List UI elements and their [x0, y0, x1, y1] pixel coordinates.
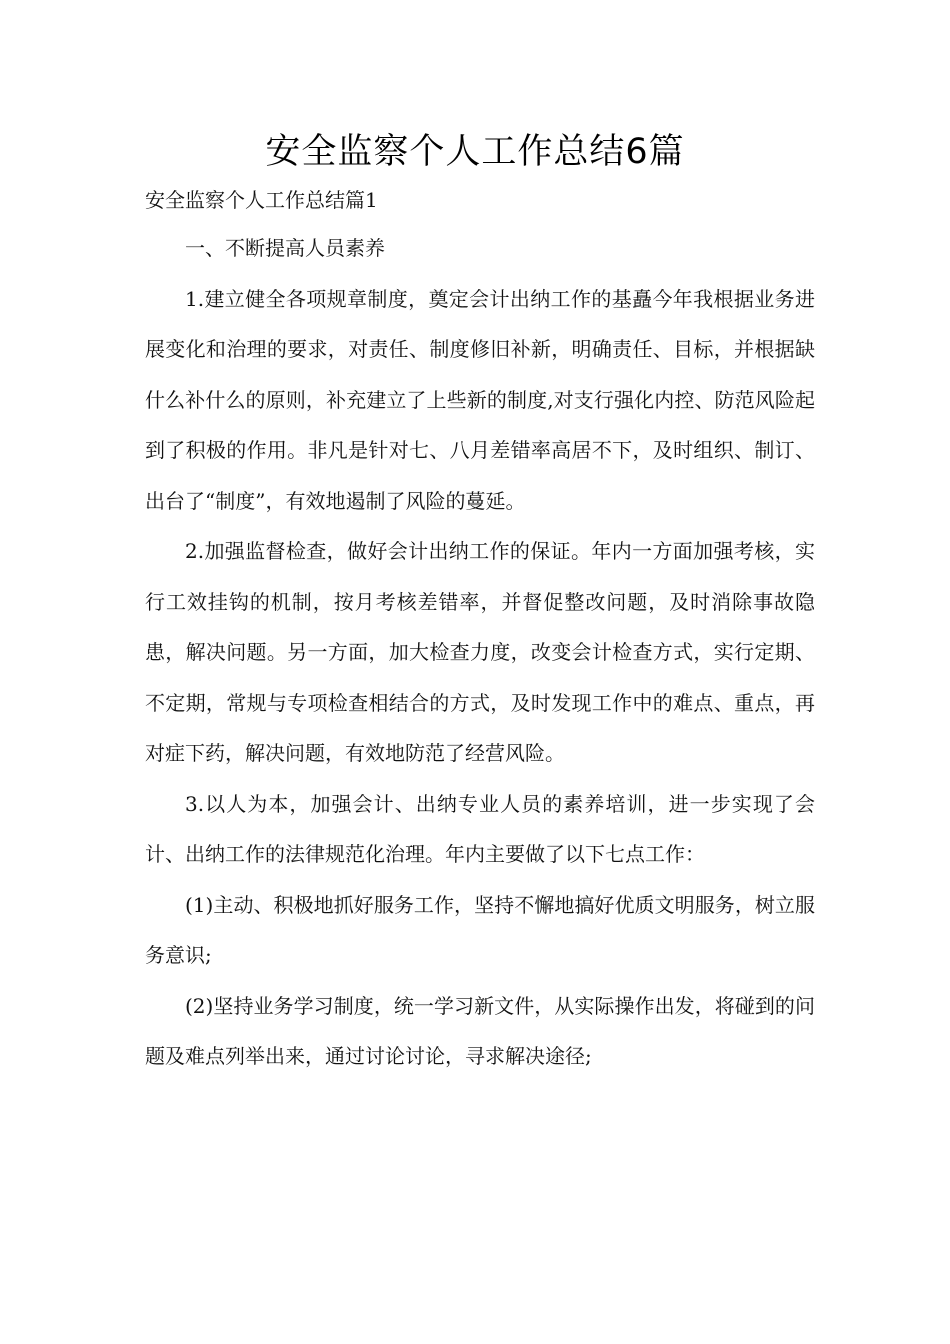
- paragraph: (2)坚持业务学习制度，统一学习新文件，从实际操作出发，将碰到的问题及难点列举出来，通过讨论讨论，寻求解决途径;: [145, 993, 815, 1068]
- paragraph: 1.建立健全各项规章制度，奠定会计出纳工作的基矗今年我根据业务进展变化和治理的要求，对责任、制度修旧补新，明确责任、目标，并根据缺什么补什么的原则，补充建立了上些新的制度,对支行强化内控、防范风险起到了积极的作用。非凡是针对七、八月差错率高居不下，及时组织、制订、出台了“制度”，有效地遏制了风险的蔓延。: [145, 286, 815, 513]
- paragraph: (1)主动、积极地抓好服务工作，坚持不懈地搞好优质文明服务，树立服务意识;: [145, 892, 815, 967]
- section-heading: 安全监察个人工作总结篇1: [145, 188, 378, 212]
- paragraph: 2.加强监督检查，做好会计出纳工作的保证。年内一方面加强考核，实行工效挂钩的机制，按月考核差错率，并督促整改问题，及时消除事故隐患，解决问题。另一方面，加大检查力度，改变会计检查方式，实行定期、不定期，常规与专项检查相结合的方式，及时发现工作中的难点、重点，再对症下药，解决问题，有效地防范了经营风险。: [145, 539, 815, 765]
- paragraph: 3.以人为本，加强会计、出纳专业人员的素养培训，进一步实现了会计、出纳工作的法律规范化治理。年内主要做了以下七点工作：: [145, 791, 815, 866]
- document-body: [145, 223, 815, 1082]
- paragraph-heading: 一、不断提高人员素养: [185, 236, 385, 260]
- document-title: 安全监察个人工作总结6篇: [265, 132, 685, 172]
